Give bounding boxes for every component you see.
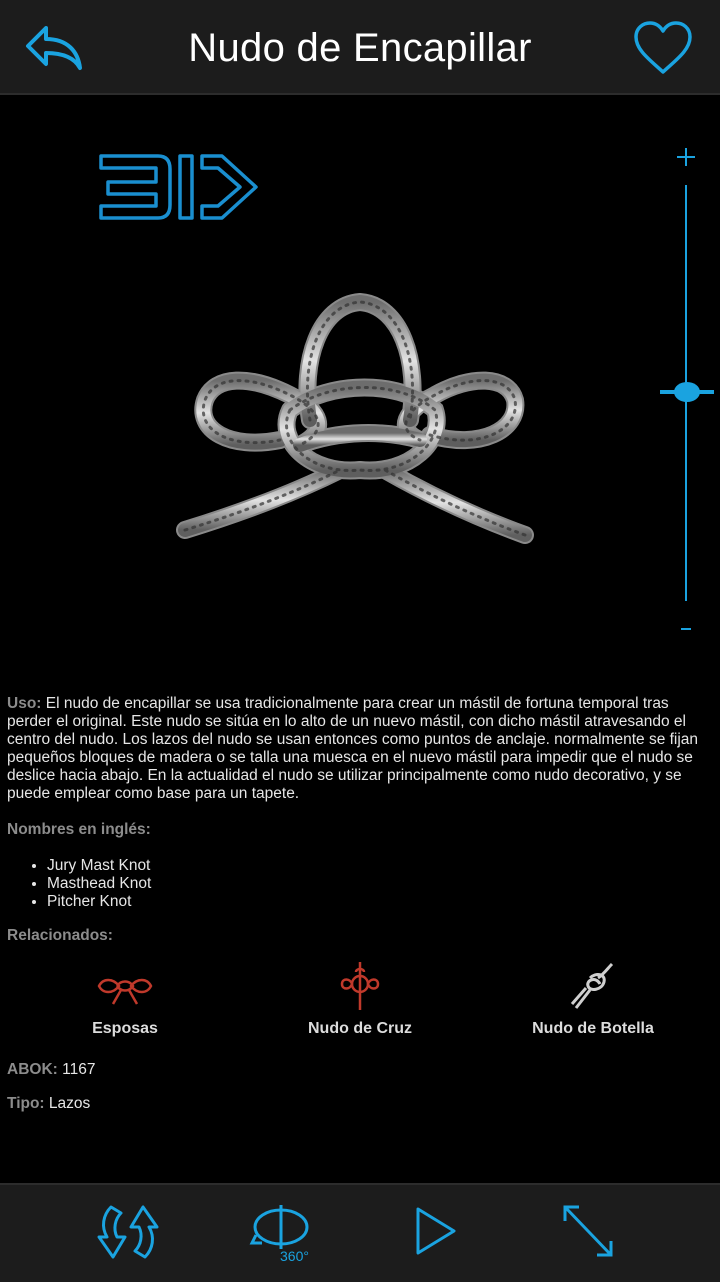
related-name: Nudo de Cruz [308, 1020, 412, 1037]
list-item: • Jury Mast Knot [47, 857, 713, 875]
list-item: • Masthead Knot [47, 875, 713, 893]
usage-label: Uso: [7, 695, 42, 712]
zoom-slider-thumb[interactable] [660, 378, 714, 406]
list-item: • Pitcher Knot [47, 893, 713, 911]
related-item-esposas[interactable] [5, 960, 245, 1040]
tipo-label: Tipo: [7, 1095, 45, 1112]
rotate-arrows-icon [93, 1201, 163, 1263]
tipo-row [7, 1095, 90, 1113]
abok-label: ABOK: [7, 1061, 58, 1078]
english-names-list [7, 857, 713, 911]
knot-3d-model[interactable] [170, 290, 550, 560]
bottom-toolbar [0, 1183, 720, 1282]
usage-paragraph [7, 695, 713, 803]
rotate-button[interactable] [93, 1201, 163, 1263]
related-knots [0, 960, 720, 1040]
english-names-label: Nombres en inglés: [7, 821, 151, 838]
abok-row [7, 1061, 95, 1079]
related-name: Nudo de Botella [532, 1020, 654, 1037]
handcuff-knot-icon [95, 960, 155, 1012]
play-button[interactable] [402, 1201, 472, 1263]
expand-icon [553, 1201, 623, 1263]
related-item-nudo-de-botella[interactable] [473, 960, 713, 1040]
bottle-knot-icon [568, 960, 618, 1012]
3d-mode-icon[interactable] [98, 153, 260, 221]
fullscreen-button[interactable] [553, 1201, 623, 1263]
related-name: Esposas [92, 1020, 158, 1037]
favorite-button[interactable] [632, 20, 694, 76]
rotate-360-icon [248, 1201, 318, 1263]
knot-viewer[interactable] [0, 95, 720, 675]
heart-icon [632, 20, 694, 76]
top-bar [0, 0, 720, 95]
play-icon [402, 1201, 472, 1263]
usage-text: El nudo de encapillar se usa tradicionalmente para crear un mástil de fortuna temporal tras perder el original. Este nudo se sitúa en lo alto de un nuevo mástil, con dicho mástil atravesando el centro del nudo. Los lazos del nudo se usan entonces como puntos de anclaje. normalmente se fijan pequeños bloques de madera o se talla una muesca en el nuevo mástil para impedir que el nudo se deslice hacia abajo. En la actualidad el nudo se utilizar principalmente como nudo decorativo, y se puede emplear como base para un tapete. [7, 695, 699, 802]
view-360-button[interactable] [248, 1201, 318, 1263]
zoom-out-button[interactable] [676, 623, 696, 635]
related-label: Relacionados: [7, 927, 113, 944]
related-item-nudo-de-cruz[interactable] [240, 960, 480, 1040]
cross-knot-icon [338, 960, 382, 1012]
abok-value: 1167 [62, 1061, 96, 1078]
view-360-label: 360° [280, 1248, 309, 1263]
tipo-value: Lazos [48, 1095, 91, 1112]
knot-details [7, 695, 713, 945]
zoom-in-button[interactable] [674, 145, 698, 169]
page-title: Nudo de Encapillar [188, 26, 532, 70]
